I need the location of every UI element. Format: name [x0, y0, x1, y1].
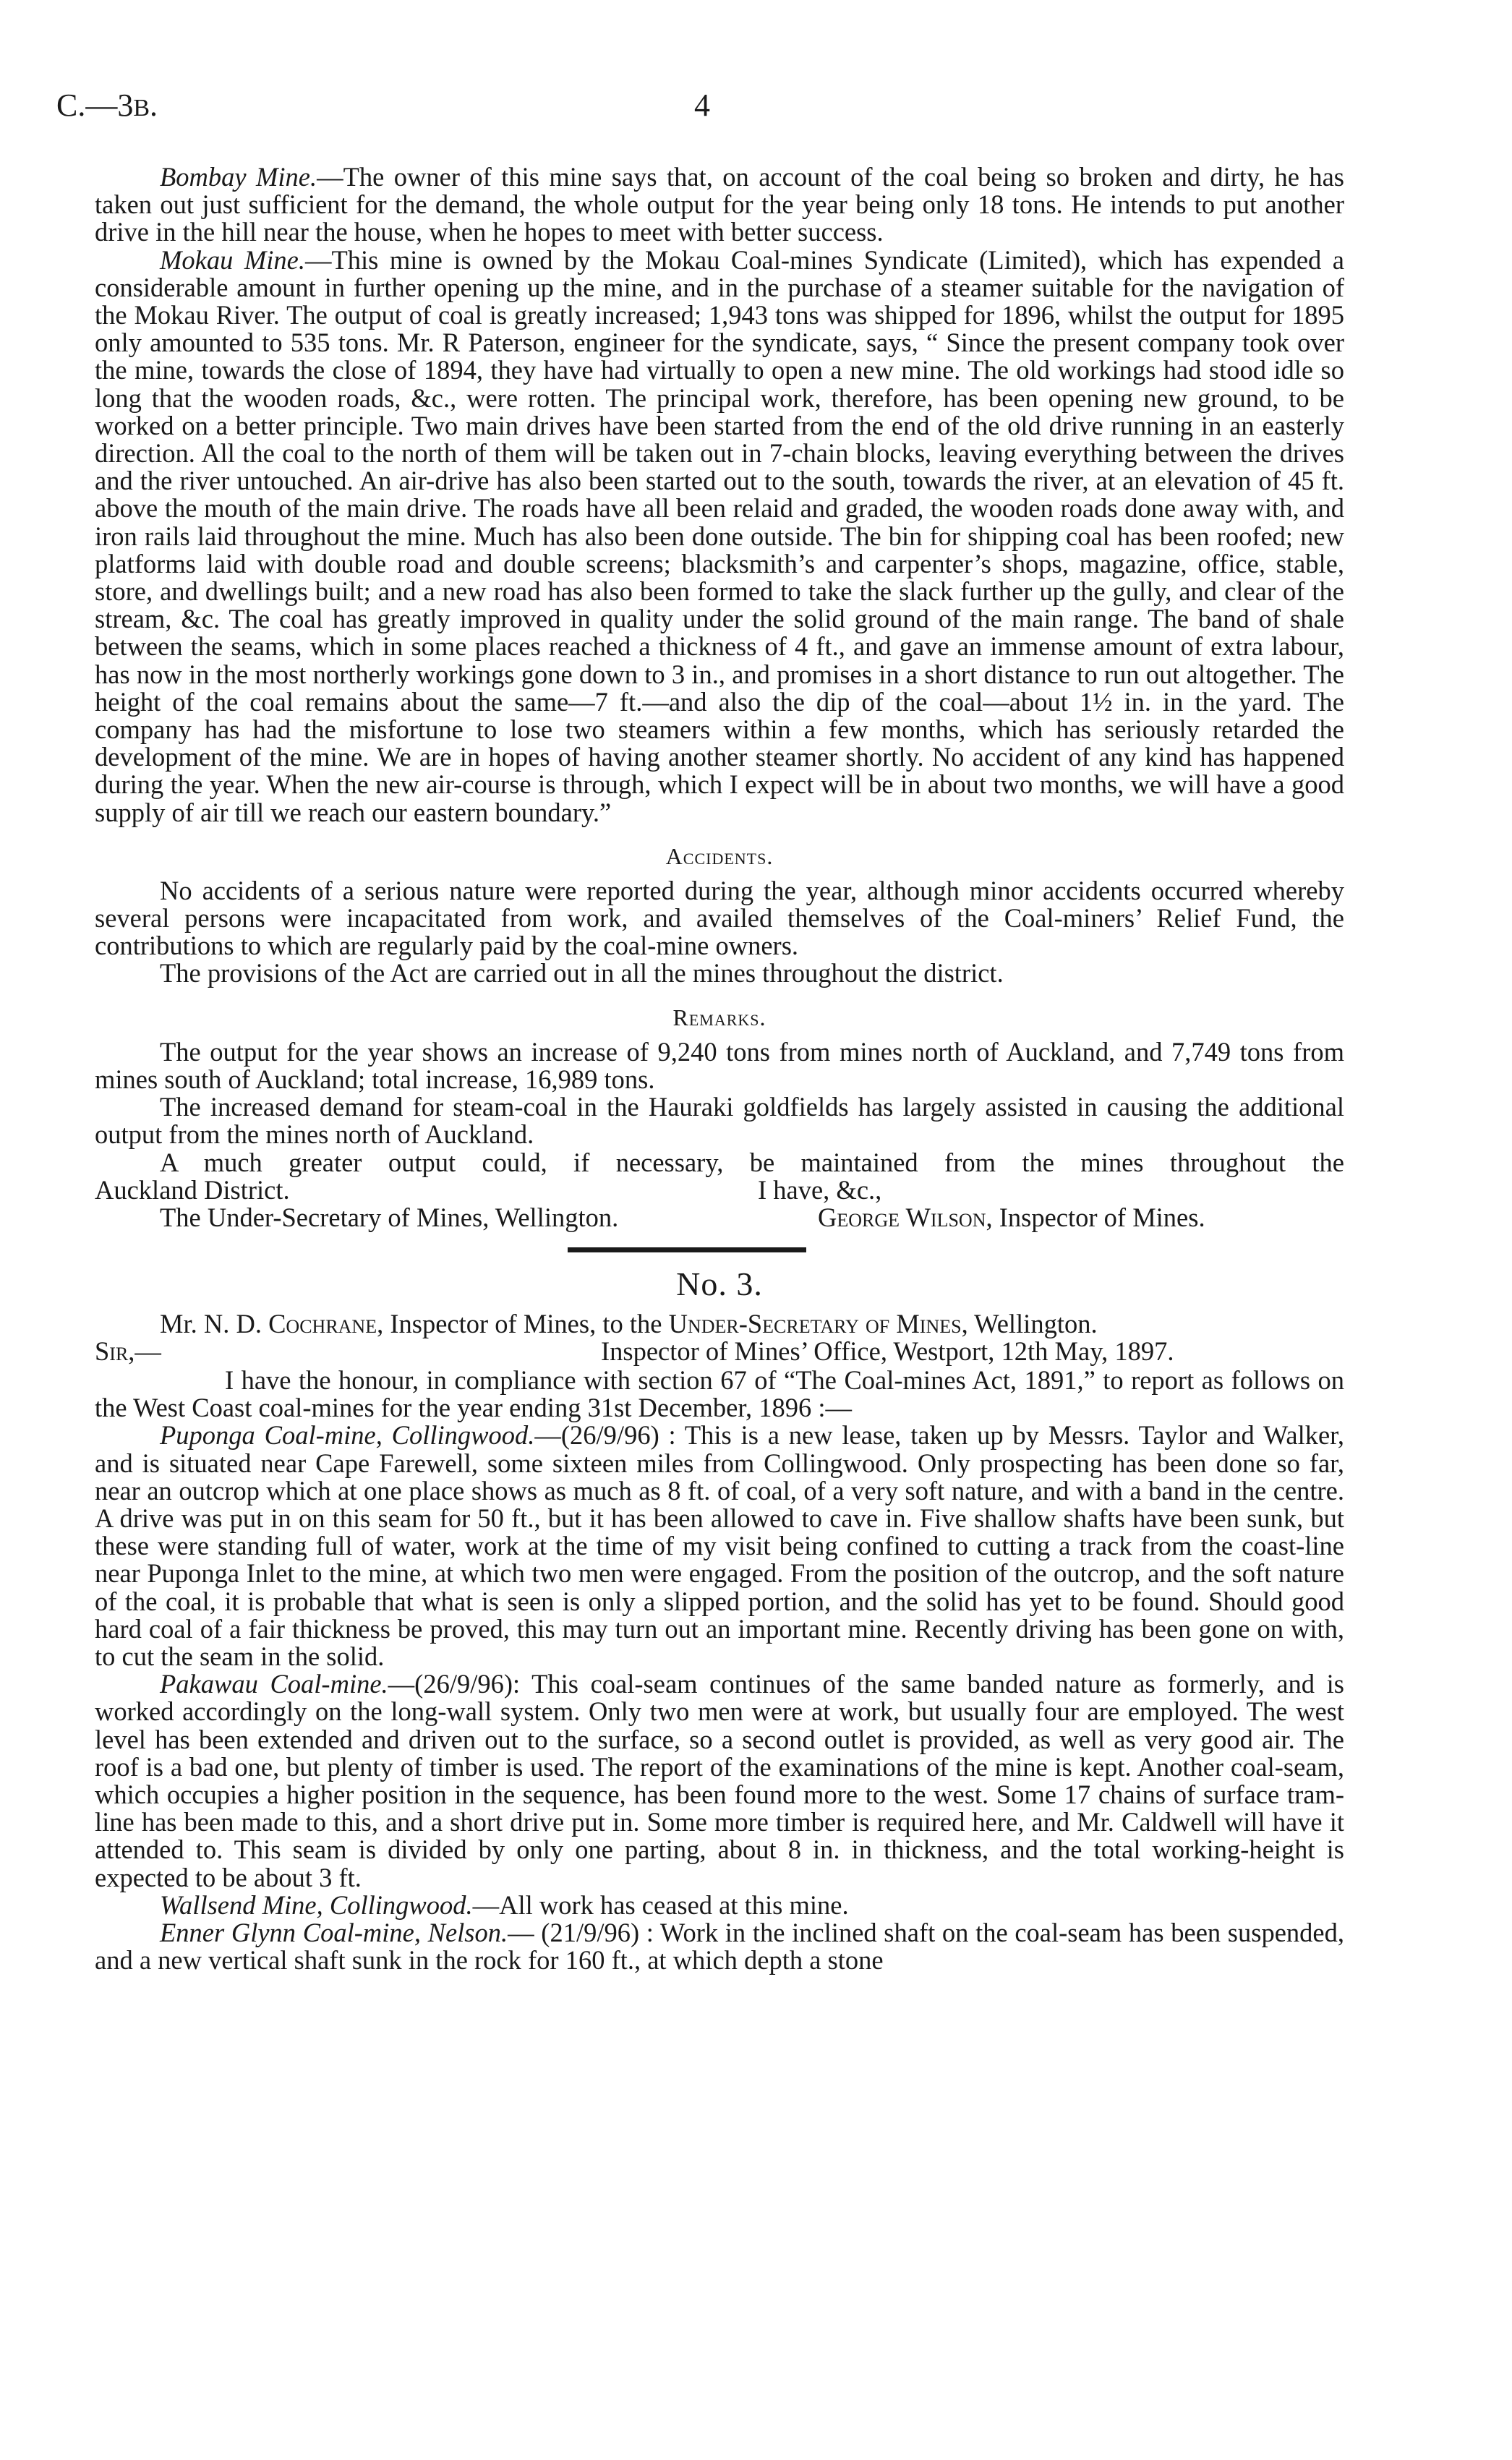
- enner-glynn-title: Enner Glynn Coal-mine, Nelson.: [160, 1917, 508, 1947]
- report-code: [56, 88, 158, 126]
- bombay-title: Bombay Mine.: [160, 162, 317, 192]
- bombay-text: —The owner of this mine says that, on account of the coal being so broken and dirty, he has taken out just sufficient for the demand, the whole output for the year being only 18 tons. He intends to put another drive in the hill near the house, when he hopes to meet with better success.: [95, 162, 1344, 247]
- salutation: Sir,—: [95, 1336, 161, 1366]
- report-code-prefix: C.—3: [56, 87, 134, 123]
- puponga-text: —(26/9/96) : This is a new lease, taken up by Messrs. Taylor and Walker, and is situated near Cape Farewell, some sixteen miles from Collingwood. Only prospecting has been done so far, near an outcrop which at one place shows as much as 8 ft. of coal, of a very soft nature, and with a band in the centre. A drive was put in on this seam for 50 ft., but it has been allowed to cave in. Five shallow shafts have been sunk, but these were standing full of water, work at the time of my visit being confined to cutting a track from the coast-line near Puponga Inlet to the mine, at which two men were engaged. From the position of the outcrop, and the soft nature of the coal, it is probable that what is seen is only a slipped portion, and the solid has yet to be found. Should good hard coal of a fair thickness be proved, this may turn out an important mine. Recently driving has been gone on with, to cut the seam in the solid.: [95, 1420, 1344, 1671]
- report-code-suffix: B: [133, 95, 150, 121]
- from-recipient: Under-Secretary of Mines: [668, 1308, 962, 1338]
- remarks-paragraph-1: The output for the year shows an increase of 9,240 tons from mines north of Auckland, and 7,749 tons from mines south of Auckland; total increase, 16,989 tons.: [95, 1036, 1344, 1094]
- enner-glynn-text: — (21/9/96) : Work in the inclined shaft on the coal-seam has been suspended, and a new vertical shaft sunk in the rock for 160 ft., at which depth a stone: [95, 1917, 1344, 1976]
- puponga-title: Puponga Coal-mine, Collingwood.: [160, 1420, 535, 1451]
- signature-title: , Inspector of Mines.: [986, 1202, 1205, 1232]
- closing-row: [95, 1176, 1344, 1204]
- mokau-title: Mokau Mine.: [160, 244, 305, 275]
- closing-phrase: I have, &c.,: [758, 1174, 882, 1205]
- accidents-paragraph-1: No accidents of a serious nature were reported during the year, although minor accidents occurred whereby several persons were incapacitated from work, and availed themselves of the Coal-miners’ Relief Fund, the contributions to which are regularly paid by the coal-mine owners.: [95, 875, 1344, 961]
- from-middle: , Inspector of Mines, to the: [377, 1308, 669, 1338]
- from-name: Cochrane: [268, 1308, 377, 1338]
- remarks-heading: Remarks.: [672, 1004, 766, 1030]
- mokau-text: —This mine is owned by the Mokau Coal-mines Syndicate (Limited), which has expended a considerable amount in further opening up the mine, and in the purchase of a steamer suitable for the navigation of the Mokau River. The output of coal is greatly increased; 1,943 tons was shipped for 1896, whilst the output for 1895 only amounted to 535 tons. Mr. R Paterson, engineer for the syndicate, says, “ Since the present company took over the mine, towards the close of 1894, they have had virtually to open a new mine. The old workings had stood idle so long that the wooden roads, &c., were rotten. The principal work, therefore, has been opening new ground, to be worked on a better principle. Two main drives have been started from the end of the old drive running in an easterly direction. All the coal to the north of them will be taken out in 7-chain blocks, leaving everything between the drives and the river untouched. An air-drive has also been started out to the south, towards the river, at an elevation of 45 ft. above the mouth of the main drive. The roads have all been relaid and graded, the wooden roads done away with, and iron rails laid throughout the mine. Much has also been done outside. The bin for shipping coal has been roofed; new platforms laid with double road and double screens; blacksmith’s and carpenter’s shops, magazine, office, stable, store, and dwellings built; and a new road has also been formed to take the slack further up the gully, and clear of the stream, &c. The coal has greatly improved in quality under the solid ground of the main range. The band of shale between the seams, which in some places reached a thickness of 4 ft., and gave an immense amount of extra labour, has now in the most northerly workings gone down to 3 in., and promises in a short distance to run out altogether. The height of the coal remains about the same—7 ft.—and also the dip of the coal—about 1½ in. in the yard. The company has had the misfortune to lose two steamers within a few months, which has seriously retarded the development of the mine. We are in hopes of having another steamer shortly. No accident of any kind has happened during the year. When the new air-course is through, which I expect will be in about two months, we will have a good supply of air till we reach our eastern boundary.”: [95, 244, 1344, 827]
- page-number: 4: [694, 87, 710, 123]
- addressee: The Under-Secretary of Mines, Wellington.: [160, 1202, 619, 1232]
- pakawau-text: —(26/9/96): This coal-seam continues of the same banded nature as formerly, and is worked accordingly on the long-wall system. Only two men were at work, but usually four are employed. The west level has been extended and driven out to the surface, so a second outlet is provided, as well as very good air. The roof is a bad one, but plenty of timber is used. The report of the examinations of the mine is kept. Another coal-seam, which occupies a higher position in the sequence, has been found more to the west. Some 17 chains of surface tram-line has been made to this, and a short drive put in. Some more timber is required here, and Mr. Caldwell will have it attended to. This seam is divided by only one parting, about 8 in. in thickness, and the total working-height is expected to be about 3 ft.: [95, 1669, 1344, 1892]
- remarks-paragraph-3-line-2: Auckland District.: [95, 1174, 290, 1205]
- section-divider: [568, 1247, 806, 1252]
- from-suffix: , Wellington.: [961, 1308, 1098, 1338]
- signature-row: [95, 1204, 1344, 1231]
- letter-opening: I have the honour, in compliance with section 67 of “The Coal-mines Act, 1891,” to report as follows on the West Coast coal-mines for the year ending 31st December, 1896 :—: [95, 1364, 1344, 1423]
- document-body: [95, 163, 1344, 1974]
- bombay-paragraph: [95, 163, 1344, 247]
- section-number-heading: No. 3.: [676, 1265, 763, 1302]
- wallsend-text: —All work has ceased at this mine.: [472, 1889, 849, 1920]
- mokau-paragraph: [95, 244, 1344, 827]
- salutation-row: [95, 1338, 1344, 1367]
- wallsend-title: Wallsend Mine, Collingwood.: [160, 1889, 473, 1920]
- letter-from-line: [95, 1310, 1344, 1338]
- accidents-paragraph-2: The provisions of the Act are carried out in all the mines throughout the district.: [160, 958, 1004, 988]
- accidents-heading: Accidents.: [665, 842, 774, 869]
- signature-name: George Wilson: [818, 1202, 986, 1232]
- office-address: Inspector of Mines’ Office, Westport, 12th May, 1897.: [601, 1336, 1174, 1366]
- pakawau-paragraph: [95, 1670, 1344, 1892]
- puponga-paragraph: [95, 1422, 1344, 1670]
- from-prefix: Mr. N. D.: [160, 1308, 269, 1338]
- enner-glynn-paragraph: [95, 1919, 1344, 1974]
- remarks-paragraph-3-line-1: A much greater output could, if necessary, be maintained from the mines throughout the: [160, 1147, 1344, 1177]
- signature: [818, 1204, 1205, 1231]
- remarks-paragraph-2: The increased demand for steam-coal in the Hauraki goldfields has largely assisted in causing the additional output from the mines north of Auckland.: [95, 1092, 1344, 1150]
- pakawau-title: Pakawau Coal-mine.: [160, 1669, 388, 1699]
- wallsend-paragraph: [95, 1889, 1344, 1920]
- report-code-dot: .: [150, 87, 158, 123]
